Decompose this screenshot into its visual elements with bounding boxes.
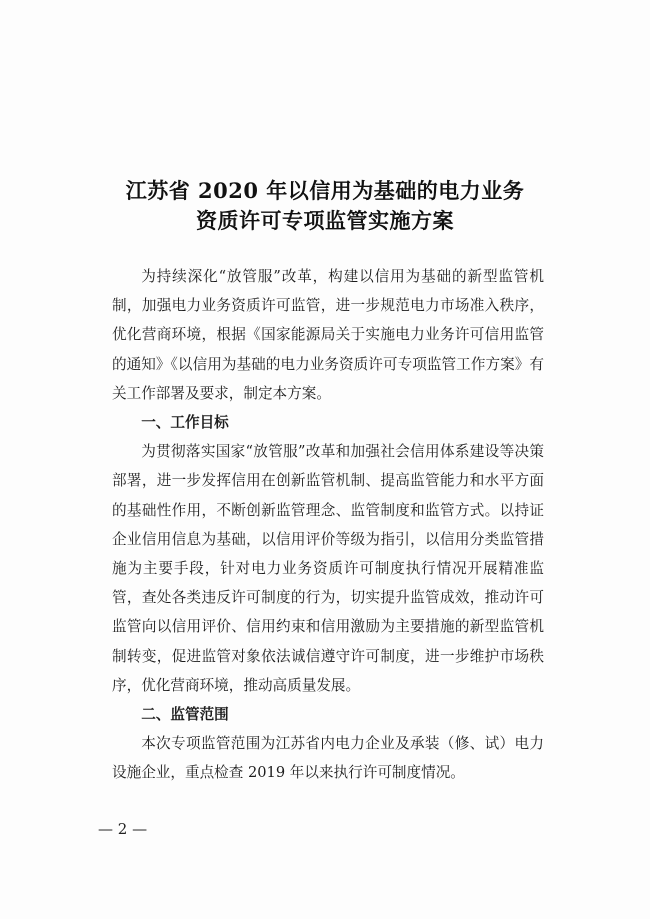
document-title-line-1: 江苏省 2020 年以信用为基础的电力业务 [125, 178, 525, 203]
section-heading-work-goals: 一、工作目标 [141, 414, 229, 432]
document-title-line-2: 资质许可专项监管实施方案 [196, 208, 454, 233]
section-work-goals-paragraph: 为贯彻落实国家“放管服”改革和加强社会信用体系建设等决策部署，进一步发挥信用在创新监管机制、提高监管能力和水平方面的基础性作用，不断创新监管理念、监管制度和监管方式。以持证企业信用信息为基础，以信用评价等级为指引，以信用分类监管措施为主要手段，针对电力业务资质许可制度执行情况开展精准监管，查处各类违反许可制度的行为，切实提升监管成效，推动许可监管向以信用评价、信用约束和信用激励为主要措施的新型监管机制转变，促进监管对象依法诚信遵守许可制度，进一步维护市场秩序，优化营商环境，推动高质量发展。 [112, 443, 544, 694]
page-number: — 2 — [98, 820, 148, 838]
intro-paragraph: 为持续深化“放管服”改革，构建以信用为基础的新型监管机制，加强电力业务资质许可监管，进一步规范电力市场准入秩序，优化营商环境，根据《国家能源局关于实施电力业务许可信用监管的通知》《以信用为基础的电力业务资质许可专项监管工作方案》有关工作部署及要求，制定本方案。 [112, 268, 544, 402]
section-heading-scope: 二、监管范围 [141, 706, 229, 724]
document-body [112, 262, 544, 788]
section-scope-paragraph: 本次专项监管范围为江苏省内电力企业及承装（修、试）电力设施企业，重点检查 2019 年以来执行许可制度情况。 [112, 735, 544, 782]
